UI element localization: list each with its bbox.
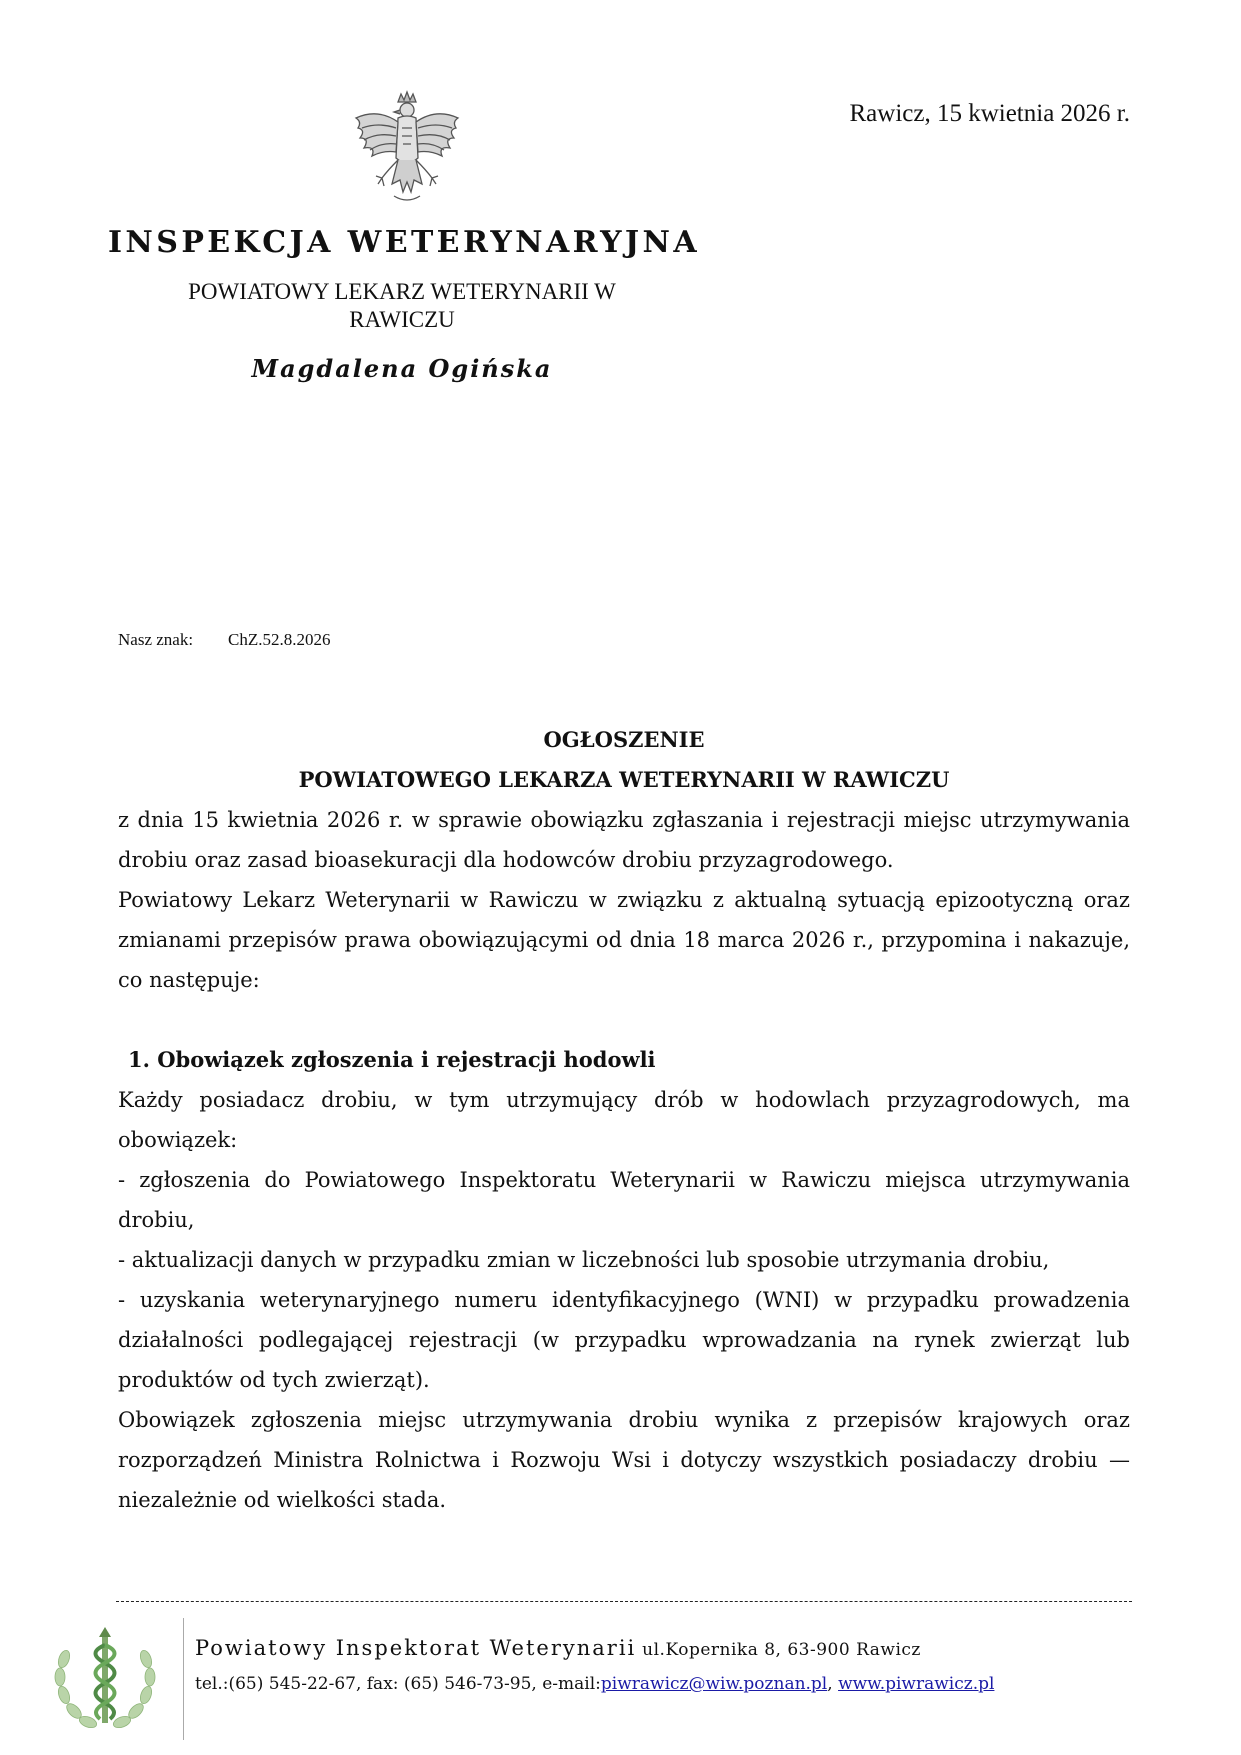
footer-divider-line (116, 1601, 1132, 1602)
announcement-subtitle: POWIATOWEGO LEKARZA WETERYNARII W RAWICZU (298, 767, 950, 792)
footer-contact (195, 1636, 1135, 1694)
footer-phone-fax: tel.:(65) 545-22-67, fax: (65) 546-73-95, e-mail: (195, 1674, 601, 1694)
official-name: Magdalena Ogińska (251, 354, 553, 383)
letterhead (108, 225, 700, 383)
footer-institution: Powiatowy Inspektorat Weterynarii (195, 1636, 637, 1660)
footer-separator: , (827, 1674, 833, 1694)
footer-email-link[interactable]: piwrawicz@wiw.poznan.pl (600, 1674, 828, 1694)
section-closing-paragraph: Obowiązek zgłoszenia miejsc utrzymywania drobiu wynika z przepisów krajowych oraz rozporządzeń Ministra Rolnictwa i Rozwoju Wsi i dotyczy wszystkich posiadaczy drobiu — niezależnie od wielkości stada. (118, 1408, 1130, 1512)
section-lead: Każdy posiadacz drobiu, w tym utrzymujący drób w hodowlach przyzagrodowych, ma obowiązek: (118, 1088, 1130, 1152)
announcement-title: OGŁOSZENIE (543, 727, 705, 752)
list-item: - zgłoszenia do Powiatowego Inspektoratu Weterynarii w Rawiczu miejsca utrzymywania drobiu, (118, 1168, 1130, 1232)
reference-number (118, 630, 330, 650)
document-date: Rawicz, 15 kwietnia 2026 r. (849, 100, 1130, 127)
intro-paragraph: z dnia 15 kwietnia 2026 r. w sprawie obowiązku zgłaszania i rejestracji miejsc utrzymywania drobiu oraz zasad bioasekuracji dla hodowców drobiu przyzagrodowego. (118, 808, 1130, 872)
spacer (118, 1000, 1130, 1040)
footer-contact-line (195, 1674, 1135, 1694)
intro-paragraph-2: Powiatowy Lekarz Weterynarii w Rawiczu w związku z aktualną sytuacją epizootyczną oraz zmianami przepisów prawa obowiązującymi od dnia 18 marca 2026 r., przypomina i nakazuje, co następuje: (118, 888, 1130, 992)
reference-label: Nasz znak: (118, 630, 194, 649)
polish-eagle-emblem-icon (348, 88, 466, 210)
footer-website-link[interactable]: www.piwrawicz.pl (838, 1674, 995, 1694)
announcement-body (118, 720, 1130, 1520)
section-heading: 1. Obowiązek zgłoszenia i rejestracji hodowli (128, 1047, 656, 1072)
footer-institution-line (195, 1636, 1135, 1660)
veterinary-caduceus-logo-icon (50, 1625, 160, 1735)
list-item: - uzyskania weterynaryjnego numeru identyfikacyjnego (WNI) w przypadku prowadzenia działalności podlegającej rejestracji (w przypadku wprowadzania na rynek zwierząt lub produktów od tych zwierząt). (118, 1288, 1130, 1392)
organization-name: INSPEKCJA WETERYNARYJNA (108, 225, 700, 260)
reference-value: ChZ.52.8.2026 (228, 630, 331, 649)
organization-subtitle: POWIATOWY LEKARZ WETERYNARII W RAWICZU (188, 279, 616, 332)
list-item: - aktualizacji danych w przypadku zmian w liczebności lub sposobie utrzymania drobiu, (118, 1248, 1050, 1272)
footer-vertical-divider (183, 1618, 184, 1740)
footer-address: ul.Kopernika 8, 63-900 Rawicz (642, 1640, 921, 1660)
